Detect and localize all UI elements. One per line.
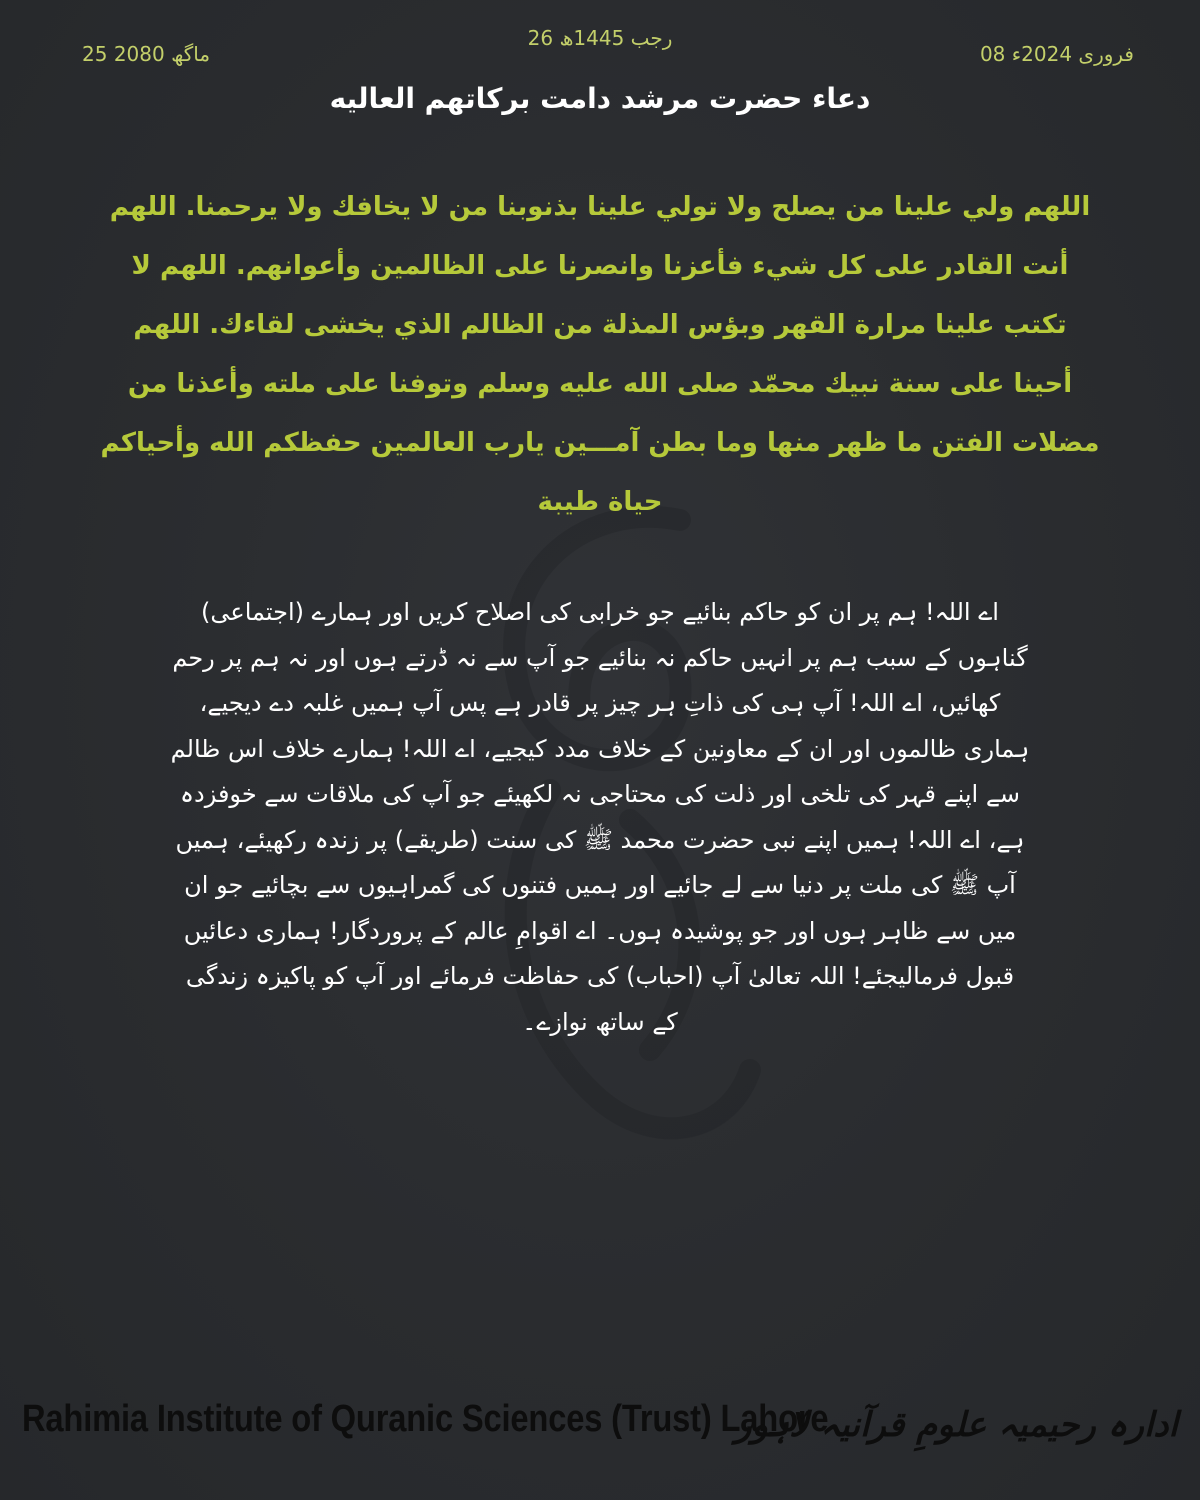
arabic-dua-text: اللهم ولي علينا من يصلح ولا تولي علينا بذنوبنا من لا يخافك ولا يرحمنا. اللهم أنت القادر على كل شيء فأعزنا وانصرنا على الظالمين وأعوانهم. اللهم لا تكتب علينا مرارة القهر وبؤس المذلة من الظالم الذي يخشى لقاءك. اللهم أحينا على سنة نبيك محمّد صلى الله عليه وسلم وتوفنا على ملته وأعذنا من مضلات الفتن ما ظهر منها وما بطن آمـــين يارب العالمين حفظكم الله وأحياكم حياة طيبة — [100, 192, 1100, 517]
gregorian-date: 08 فروری 2024ء — [979, 42, 1134, 66]
bikrami-date: 25 ماگھ 2080 — [82, 42, 211, 66]
institute-name-english: Rahimia Institute of Quranic Sciences (Trust) Lahore — [22, 1398, 829, 1440]
institute-logo-urdu: ادارہ رحیمیہ علومِ قرآنیہ لاہور — [735, 1405, 1178, 1445]
urdu-translation-text: اے اللہ! ہم پر ان کو حاکم بنائیے جو خرابی کی اصلاح کریں اور ہمارے (اجتماعی) گناہوں کے سبب ہم پر انہیں حاکم نہ بنائیے جو آپ سے نہ ڈرتے ہوں اور نہ ہم پر رحم کھائیں، اے اللہ! آپ ہی کی ذاتِ ہر چیز پر قادر ہے پس آپ ہمیں غلبہ دے دیجیے، ہماری ظالموں اور ان کے معاونین کے خلاف مدد کیجیے، اے اللہ! ہمارے خلاف اس ظالم سے اپنے قہر کی تلخی اور ذلت کی محتاجی نہ لکھیئے جو آپ کی ملاقات سے خوفزدہ ہے، اے اللہ! ہمیں اپنے نبی حضرت محمد ﷺ کی سنت (طریقے) پر زندہ رکھیئے، ہمیں آپ ﷺ کی ملت پر دنیا سے لے جائیے اور ہمیں فتنوں کی گمراہیوں سے بچائیے جو ان میں سے ظاہر ہوں اور جو پوشیدہ ہوں۔ اے اقوامِ عالم کے پروردگار! ہماری دعائیں قبول فرمالیجئے! اللہ تعالیٰ آپ (احباب) کی حفاظت فرمائے اور آپ کو پاکیزہ زندگی کے ساتھ نوازے۔ — [170, 598, 1030, 1036]
hijri-date: 26 رجب 1445ھ — [527, 26, 673, 50]
page-title: دعاء حضرت مرشد دامت برکاتهم العالیه — [329, 82, 871, 115]
